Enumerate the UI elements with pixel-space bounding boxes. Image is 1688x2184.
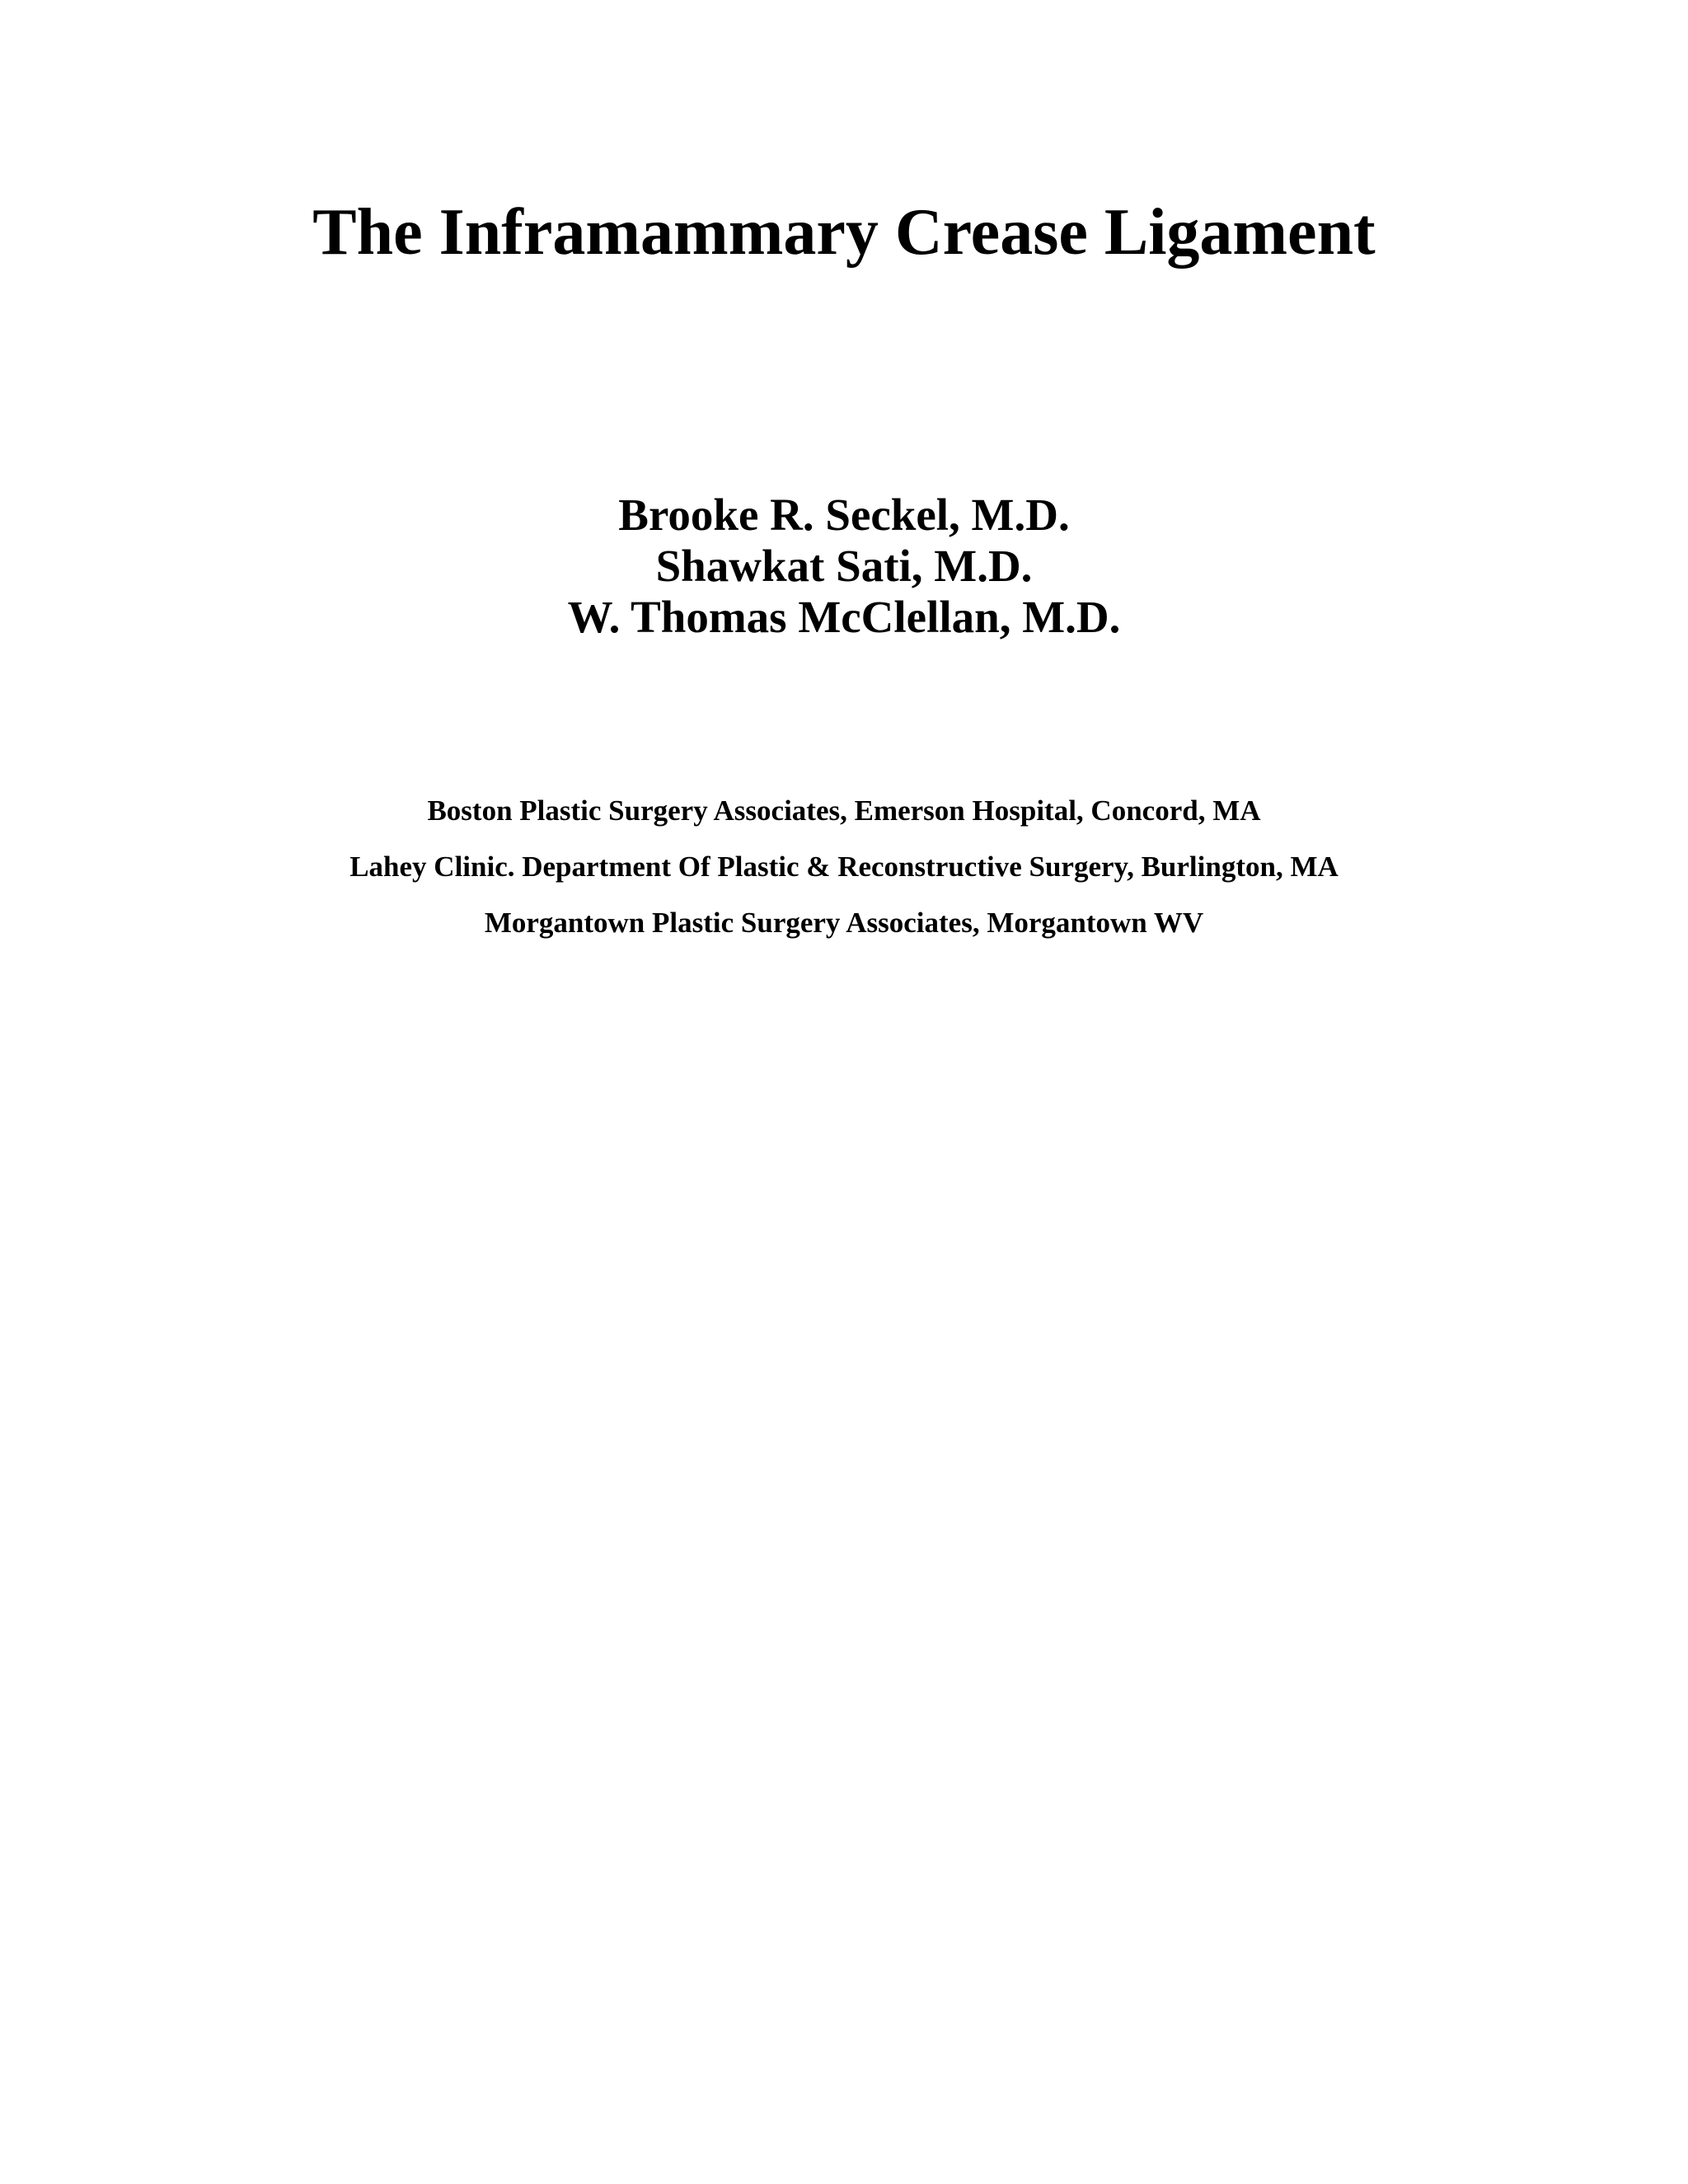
author-name: Shawkat Sati, M.D. — [655, 541, 1033, 591]
author-name: Brooke R. Seckel, M.D. — [618, 490, 1070, 540]
author-list — [0, 490, 1688, 643]
affiliation-line: Boston Plastic Surgery Associates, Emerson Hospital, Concord, MA — [427, 794, 1261, 827]
affiliation-line: Morgantown Plastic Surgery Associates, Morgantown WV — [484, 907, 1204, 939]
paper-title: The Inframammary Crease Ligament — [312, 196, 1376, 269]
author-name: W. Thomas McClellan, M.D. — [567, 592, 1121, 642]
affiliation-list — [0, 783, 1688, 951]
affiliation-line: Lahey Clinic. Department Of Plastic & Reconstructive Surgery, Burlington, MA — [349, 851, 1339, 883]
